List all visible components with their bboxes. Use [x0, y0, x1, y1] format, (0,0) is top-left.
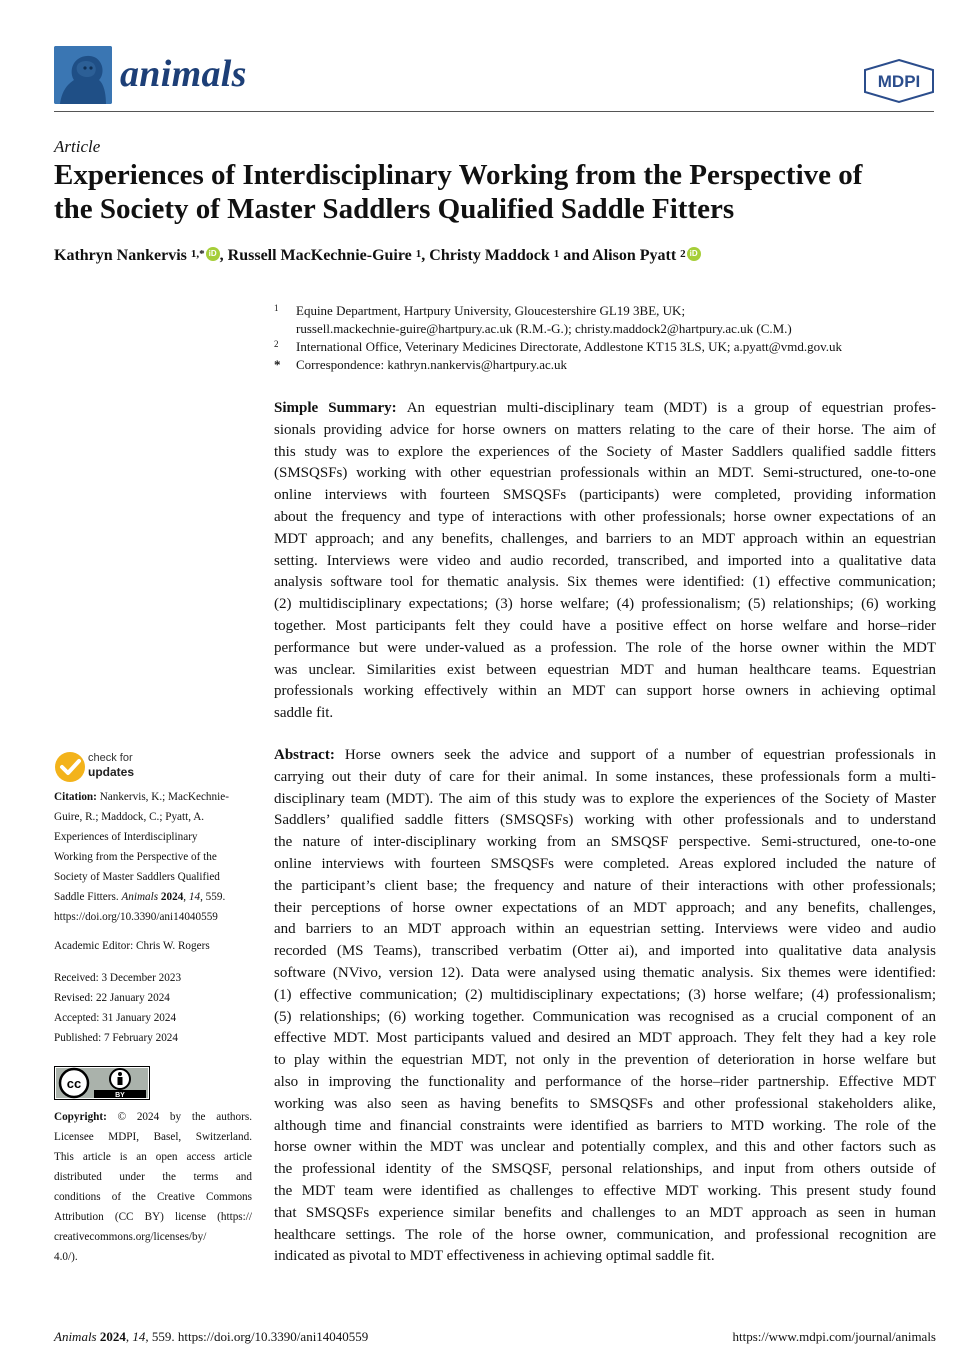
date-line: Revised: 22 January 2024 — [54, 992, 170, 1004]
abstract-line: (1) effective communication; (2) multidisciplinary expectations; (3) horse welfare; (4) professionalism; — [274, 986, 936, 1003]
summary-line: sionals providing advice for horse owners on matters relating to the care of their horse. The aim of — [274, 421, 936, 438]
abstract-line: Saddlers’ qualified saddle fitters (SMSQSFs) working with other professionals and to understand — [274, 812, 936, 829]
abstract-line: online interviews with fourteen SMSQSFs were completed. Areas explored included the nature of — [274, 855, 936, 872]
copyright-line: Licensee MDPI, Basel, Switzerland. — [54, 1131, 252, 1143]
abstract-line: the MDT team were identified as challenges to effective MDT working. This present study found — [274, 1182, 936, 1199]
copyright-line: Copyright: © 2024 by the authors. — [54, 1111, 252, 1123]
abstract-line: horse owner within the MDT was unclear and potentially complex, and this and other factors such as — [274, 1139, 936, 1156]
abstract-line: although time and financial constraints were identified as barriers to MTD working. The role of the — [274, 1117, 936, 1134]
summary-line: performance but were under-valued as a profession. The role of the horse owner within the MDT — [274, 639, 936, 656]
abstract-line: Abstract: Horse owners seek the advice and support of a number of equestrian professionals in — [274, 747, 936, 763]
author-name: Kathryn Nankervis — [54, 247, 191, 264]
footer-journal-url[interactable]: https://www.mdpi.com/journal/animals — [732, 1329, 936, 1344]
author-affiliation-marker: 2 — [680, 248, 686, 260]
article-title — [54, 158, 954, 226]
publication-dates — [54, 968, 252, 1048]
summary-line: (SMSQSFs) working with other equestrian professionals within an MDT. Semi-structured, one-to-one — [274, 465, 936, 482]
correspondence-text: Correspondence: kathryn.nankervis@hartpury.ac.uk — [296, 357, 568, 372]
author-affiliation-marker: 1 — [553, 248, 560, 260]
journal-name: animals — [120, 53, 247, 95]
journal-logo-icon — [54, 46, 112, 104]
abstract-line: carrying out their duty of care for their animal. In some instances, these professionals form a multi- — [274, 768, 936, 785]
svg-text:cc: cc — [66, 1076, 82, 1091]
copyright-line: conditions of the Creative Commons — [54, 1191, 252, 1203]
title-line: the Society of Master Saddlers Qualified Saddle Fitters — [54, 193, 735, 225]
footer-volume: 14 — [132, 1329, 146, 1344]
simple-summary — [274, 398, 936, 725]
copyright-block — [54, 1107, 252, 1267]
summary-line: analysis software tool for thematic analysis. Six themes were identified: (1) effective communication; — [274, 574, 936, 591]
affiliation-number: * — [274, 357, 281, 372]
summary-line: together. Most participants felt they could have a positive effect on horse welfare and horse–rider — [274, 617, 936, 634]
author-name: Russell MacKechnie-Guire — [227, 247, 416, 264]
abstract-line: the nature of inter-disciplinary working from an SMSQSF perspective. Semi-structured, one-to-one — [274, 834, 936, 851]
abstract-line: to play within the equestrian MDT, not only in the prevention of deterioration in horse welfare but — [274, 1052, 936, 1069]
summary-line: (2) multidisciplinary expectations; (3) horse welfare; (4) professionalism; (5) relationships; (6) working — [274, 596, 936, 613]
summary-line: setting. Interviews were video and audio recorded, transcribed, and imported into a qualitative data — [274, 552, 936, 569]
copyright-line: 4.0/). — [54, 1251, 78, 1263]
abstract — [274, 745, 936, 1268]
author-list — [54, 245, 934, 267]
summary-line: Simple Summary: An equestrian multi-disciplinary team (MDT) is a group of equestrian profes- — [274, 400, 937, 416]
abstract-line: indicated as pivotal to MDT effectiveness in achieving optimal saddle fit. — [274, 1248, 715, 1265]
abstract-line: the participant’s client base; the frequency and nature of their interactions with other professionals; — [274, 877, 936, 894]
check-updates-icon — [54, 751, 86, 783]
academic-editor: Academic Editor: Chris W. Rogers — [54, 940, 210, 952]
cc-by-text: BY — [115, 1092, 125, 1099]
citation-doi-link[interactable]: https://doi.org/10.3390/ani14040559 — [54, 911, 218, 923]
affiliation-text: International Office, Veterinary Medicines Directorate, Addlestone KT15 3LS, UK; a.pyatt@vmd.gov.uk — [296, 339, 843, 354]
abstract-line: healthcare settings. The role of the horse owner, communication, and professional recognition are — [274, 1226, 936, 1243]
citation-line: Citation: Nankervis, K.; MacKechnie- — [54, 791, 229, 803]
abstract-line: their perceptions of horse owner expectations of an MDT approach; and any benefits, challenges, — [274, 899, 936, 916]
author-separator: and — [559, 247, 593, 264]
footer-year: 2024 — [99, 1329, 126, 1344]
header-divider — [54, 111, 934, 112]
mdpi-logo-text: MDPI — [877, 72, 921, 91]
mdpi-logo — [862, 58, 936, 104]
abstract-line: effective MDT. Most participants valued and desired an MDT approach. They felt they had a key role — [274, 1030, 936, 1047]
check-updates-line2: updates — [88, 765, 135, 779]
article-type: Article — [54, 137, 101, 156]
author-separator: , — [421, 247, 430, 264]
orcid-icon[interactable]: iD — [206, 247, 220, 261]
summary-line: professionals working effectively within an MDT can support horse owners in achieving optimal — [274, 683, 936, 700]
title-line: Experiences of Interdisciplinary Working from the Perspective of — [54, 159, 863, 191]
simple-summary-label: Simple Summary: — [274, 400, 407, 416]
summary-line: saddle fit. — [274, 705, 334, 722]
cc-by-license-badge[interactable] — [54, 1066, 150, 1100]
check-for-updates-button[interactable] — [54, 751, 184, 783]
affiliation-text: Equine Department, Hartpury University, Gloucestershire GL19 3BE, UK; — [296, 303, 686, 318]
check-updates-line1: check for — [88, 752, 133, 764]
summary-line: was unclear. Similarities exist between equestrian MDT and human healthcare teams. Equestrian — [274, 661, 936, 678]
author-affiliation-marker: 1,* — [190, 248, 205, 260]
summary-line: online interviews with fourteen SMSQSFs (participants) were completed, providing information — [274, 487, 936, 504]
citation-block — [54, 787, 252, 927]
summary-line: this study was to explore the experiences of the Society of Master Saddlers qualified saddle fitters — [274, 443, 936, 460]
orcid-icon[interactable]: iD — [687, 247, 701, 261]
citation-line: Working from the Perspective of the — [54, 851, 217, 863]
abstract-line: disciplinary team (MDT). The aim of this study was to explore the experiences of the Society of Master — [274, 790, 936, 807]
date-line: Published: 7 February 2024 — [54, 1032, 178, 1044]
summary-line: MDT approach; and any benefits, challenges, and barriers to an MDT approach within an equestrian — [274, 530, 936, 547]
citation-line: Guire, R.; Maddock, C.; Pyatt, A. — [54, 811, 205, 823]
footer-doi[interactable]: , 559. https://doi.org/10.3390/ani14040559 — [145, 1329, 369, 1344]
summary-line: about the frequency and type of interactions with other professionals; horse owner expectations of an — [274, 508, 936, 525]
author-name: Christy Maddock — [429, 247, 554, 264]
abstract-line: and barriers to an MDT approach within an equestrian setting. Interviews were video and audio — [274, 921, 936, 938]
author-separator: , — [219, 247, 228, 264]
footer-journal: Animals — [54, 1329, 97, 1344]
abstract-line: (5) relationships; (6) working together. Communication was recognised as a crucial component of an — [274, 1008, 936, 1025]
citation-line: Society of Master Saddlers Qualified — [54, 871, 220, 883]
abstract-line: software (NVivo, version 12). Data were analysed using thematic analysis. Six themes were identified: — [274, 964, 936, 981]
abstract-line: the professional identity of the SMSQSF, personal relationships, and input from others outside of — [274, 1161, 936, 1178]
date-line: Accepted: 31 January 2024 — [54, 1012, 177, 1024]
affiliation-number: 1 — [274, 303, 279, 313]
abstract-line: that SMSQSFs experience similar benefits and challenges to an MDT approach as seen in human — [274, 1204, 936, 1221]
copyright-line: distributed under the terms and — [54, 1171, 252, 1183]
affiliation-text: russell.mackechnie-guire@hartpury.ac.uk (R.M.-G.); christy.maddock2@hartpury.ac.uk (C.M.) — [296, 321, 792, 336]
abstract-label: Abstract: — [274, 747, 345, 763]
affiliation-number: 2 — [274, 339, 279, 349]
copyright-line[interactable]: creativecommons.org/licenses/by/ — [54, 1231, 207, 1243]
copyright-line[interactable]: Attribution (CC BY) license (https:// — [54, 1211, 252, 1223]
copyright-line: This article is an open access article — [54, 1151, 252, 1163]
date-line: Received: 3 December 2023 — [54, 972, 182, 984]
citation-line: Experiences of Interdisciplinary — [54, 831, 198, 843]
abstract-line: working was also seen as having benefits to SMSQSFs and other professional stakeholders alike, — [274, 1095, 936, 1112]
author-name: Alison Pyatt — [592, 247, 681, 264]
abstract-line: also in improving the functionality and performance of the horse–rider partnership. Effective MDT — [274, 1073, 936, 1090]
citation-line: Saddle Fitters. Animals 2024, 14, 559. — [54, 891, 226, 903]
abstract-line: recorded (MS Teams), transcribed verbatim (Otter ai), and imported into qualitative data analysis — [274, 943, 936, 960]
footer-citation: Animals 2024, 14, 559. https://doi.org/10.3390/ani14040559 — [54, 1329, 369, 1344]
author-affiliation-marker: 1 — [415, 248, 422, 260]
